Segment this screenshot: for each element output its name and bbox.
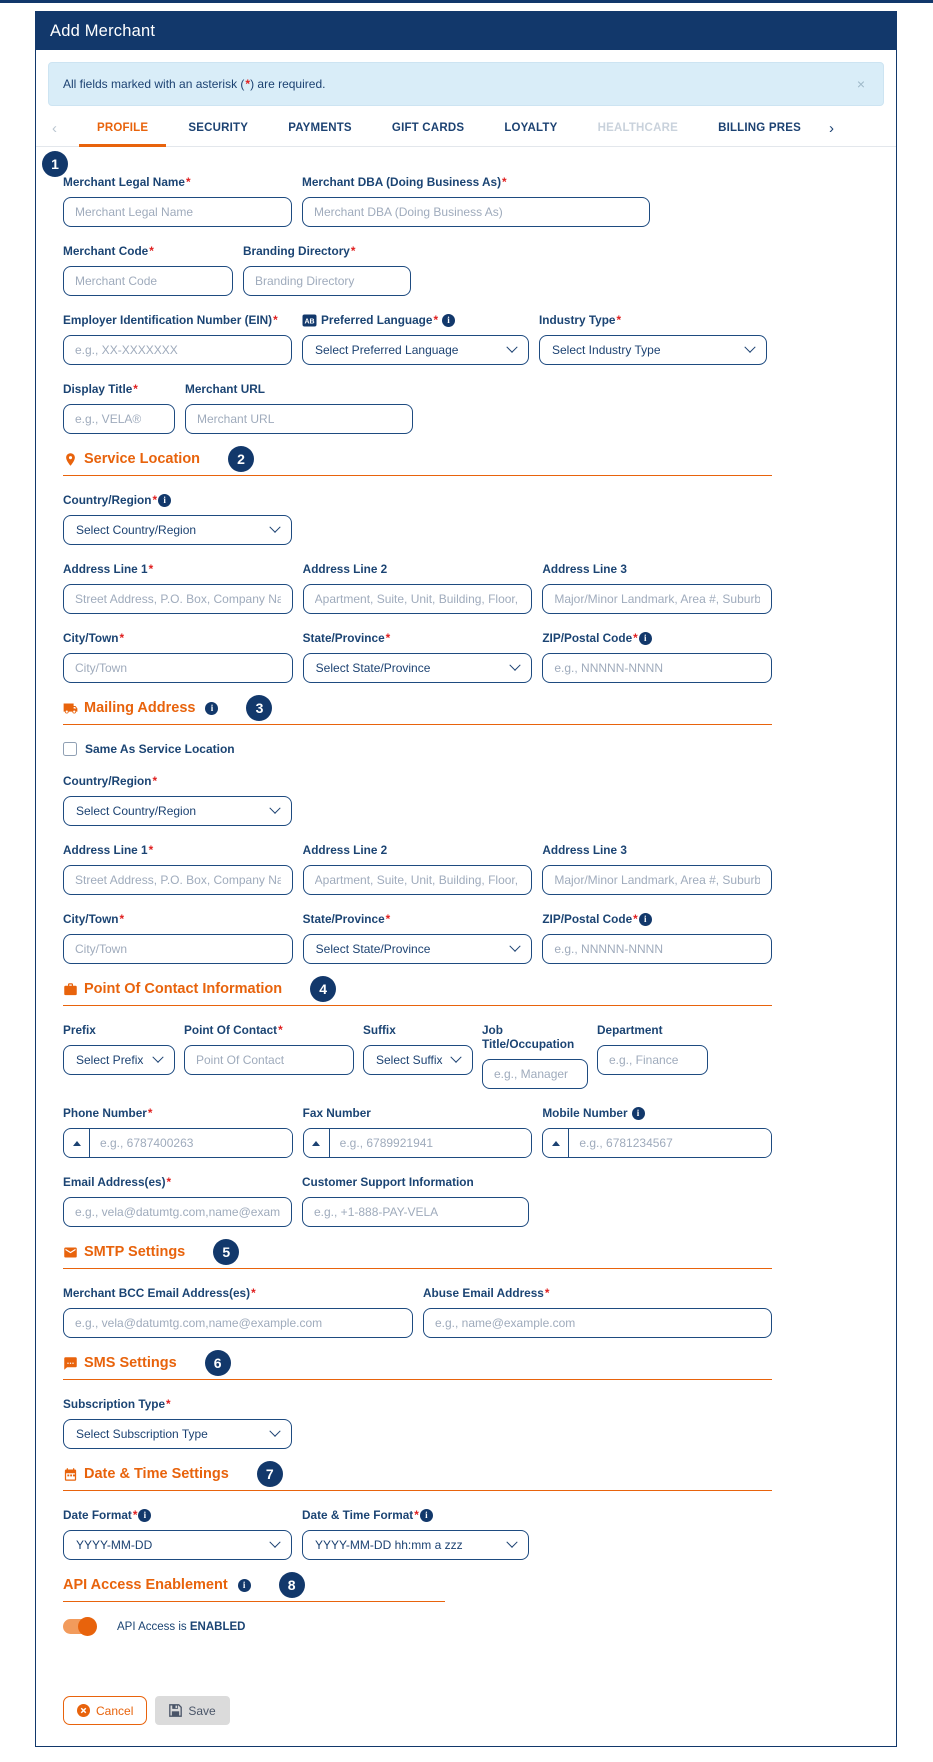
field-label: Phone Number * — [63, 1106, 153, 1120]
field-label: ZIP/Postal Code * i — [542, 912, 772, 926]
tab-billing-pres[interactable]: BILLING PRES — [718, 122, 801, 134]
asterisk: * — [385, 631, 391, 645]
branding-directory-input[interactable] — [243, 266, 411, 296]
service-country-select[interactable]: Select Country/Region — [63, 515, 292, 545]
chevron-down-icon — [510, 660, 521, 671]
tab-bar — [36, 110, 896, 147]
field-label: Date Format * i — [63, 1508, 292, 1522]
info-icon[interactable]: i — [639, 913, 652, 926]
asterisk: * — [166, 1175, 172, 1189]
asterisk: * — [166, 1397, 171, 1411]
tab-profile[interactable]: PROFILE — [91, 110, 154, 146]
field-label: Address Line 3 — [542, 562, 627, 576]
field-label: City/Town * — [63, 631, 125, 645]
department-input[interactable] — [597, 1045, 708, 1075]
cancel-circle-x-icon — [77, 1704, 90, 1717]
briefcase-icon — [63, 982, 78, 997]
fax-spinner-up-icon[interactable] — [304, 1129, 330, 1157]
tabs-scroll-left-icon[interactable]: ‹ — [52, 119, 57, 137]
mailing-address-line2-input[interactable] — [303, 865, 533, 895]
field-label: Customer Support Information — [302, 1175, 474, 1189]
ein-input[interactable] — [63, 335, 292, 365]
envelope-icon — [63, 1245, 78, 1260]
chevron-down-icon — [506, 1537, 517, 1548]
field-label: Country/Region * i — [63, 493, 292, 507]
banner-close-icon[interactable]: × — [856, 76, 865, 92]
chevron-down-icon — [269, 803, 280, 814]
fax-number-field — [303, 1128, 533, 1158]
info-icon[interactable]: i — [205, 702, 218, 715]
dialog-header — [36, 12, 896, 50]
service-address-line3-input[interactable] — [542, 584, 772, 614]
phone-number-input[interactable] — [90, 1129, 292, 1157]
step-badge-7: 7 — [257, 1461, 283, 1487]
step-badge-8: 8 — [279, 1572, 305, 1598]
field-label: Industry Type * — [539, 313, 622, 327]
asterisk: * — [385, 912, 391, 926]
field-label: Mobile Number i — [542, 1106, 772, 1120]
email-addresses-input[interactable] — [63, 1197, 292, 1227]
asterisk: * — [149, 244, 154, 258]
smtp-header — [63, 1244, 772, 1269]
field-label: Point Of Contact * — [184, 1023, 283, 1037]
field-label: Address Line 2 — [302, 843, 388, 857]
asterisk: * — [633, 631, 638, 645]
field-label: Address Line 2 — [302, 562, 388, 576]
mailing-city-input[interactable] — [63, 934, 293, 964]
section-title: Date & Time Settings — [84, 1466, 229, 1482]
cancel-button[interactable]: Cancel — [63, 1696, 147, 1725]
asterisk: * — [119, 631, 125, 645]
field-label: Merchant BCC Email Address(es) * — [63, 1286, 256, 1300]
field-label: ZIP/Postal Code * i — [542, 631, 772, 645]
chevron-down-icon — [506, 342, 517, 353]
chevron-down-icon — [450, 1052, 461, 1063]
datetime-format-select[interactable]: YYYY-MM-DD hh:mm a zzz — [302, 1530, 529, 1560]
info-icon[interactable]: i — [632, 1107, 645, 1120]
api-access-status-text: API Access is ENABLED — [117, 1620, 246, 1633]
field-label: Email Address(es) * — [63, 1175, 172, 1189]
chevron-down-icon — [510, 941, 521, 952]
step-badge-6: 6 — [205, 1350, 231, 1376]
field-label: Display Title * — [63, 382, 138, 396]
info-icon[interactable]: i — [238, 1579, 251, 1592]
calendar-icon — [63, 1467, 78, 1482]
date-format-select[interactable]: YYYY-MM-DD — [63, 1530, 292, 1560]
field-label: Job Title/Occupation — [482, 1023, 575, 1051]
merchant-url-input[interactable] — [185, 404, 413, 434]
chevron-down-icon — [744, 342, 755, 353]
field-label: Merchant DBA (Doing Business As) * — [302, 175, 507, 189]
chevron-down-icon — [269, 522, 280, 533]
fax-number-input[interactable] — [330, 1129, 532, 1157]
info-icon[interactable]: i — [420, 1509, 433, 1522]
display-title-input[interactable] — [63, 404, 175, 434]
phone-number-field — [63, 1128, 293, 1158]
asterisk: * — [251, 1286, 256, 1300]
section-title: API Access Enablement — [63, 1577, 228, 1593]
page-top-border — [0, 0, 933, 3]
page-title: Add Merchant — [50, 21, 156, 40]
step-badge-3: 3 — [246, 695, 272, 721]
save-button[interactable]: Save — [155, 1696, 229, 1725]
merchant-dba-input[interactable] — [302, 197, 650, 227]
section-title: SMTP Settings — [84, 1244, 186, 1260]
same-as-service-location-checkbox[interactable] — [63, 742, 77, 756]
bcc-email-input[interactable] — [63, 1308, 413, 1338]
api-access-header — [63, 1577, 445, 1602]
point-of-contact-input[interactable] — [184, 1045, 354, 1075]
field-label: City/Town * — [63, 912, 125, 926]
delivery-truck-icon — [63, 701, 78, 716]
section-title: Mailing Address — [84, 700, 196, 716]
mailing-state-select[interactable]: Select State/Province — [303, 934, 533, 964]
required-fields-banner — [48, 62, 884, 106]
mobile-number-field — [542, 1128, 772, 1158]
checkbox-label: Same As Service Location — [85, 742, 235, 756]
sms-header — [63, 1355, 772, 1380]
asterisk: * — [152, 493, 158, 507]
field-label: Merchant Legal Name * — [63, 175, 191, 189]
info-icon[interactable]: i — [158, 494, 171, 507]
customer-support-input[interactable] — [302, 1197, 529, 1227]
abuse-email-input[interactable] — [423, 1308, 772, 1338]
asterisk: * — [350, 244, 356, 258]
field-label: Address Line 3 — [542, 843, 627, 857]
asterisk: * — [152, 774, 158, 788]
chevron-down-icon — [152, 1052, 163, 1063]
industry-type-select[interactable]: Select Industry Type — [539, 335, 767, 365]
field-label: State/Province * — [302, 631, 391, 645]
field-label: Suffix — [363, 1023, 396, 1037]
asterisk: * — [544, 1286, 550, 1300]
service-location-header — [63, 451, 772, 476]
info-icon[interactable]: i — [639, 632, 652, 645]
service-address-line2-input[interactable] — [303, 584, 533, 614]
tab-loyalty[interactable]: LOYALTY — [504, 122, 558, 134]
tab-healthcare: HEALTHCARE — [597, 122, 678, 134]
mobile-spinner-up-icon[interactable] — [543, 1129, 569, 1157]
field-label: Fax Number — [302, 1106, 371, 1120]
mailing-address-line1-input[interactable] — [63, 865, 293, 895]
add-merchant-dialog — [35, 11, 897, 1747]
field-label: Subscription Type * — [63, 1397, 171, 1411]
asterisk: * — [273, 313, 278, 327]
field-label: Merchant Code * — [63, 244, 154, 258]
service-state-select[interactable]: Select State/Province — [303, 653, 533, 683]
field-label: Date & Time Format * i — [302, 1508, 529, 1522]
field-label: Merchant URL — [185, 382, 265, 396]
asterisk: * — [633, 912, 638, 926]
datetime-header — [63, 1466, 772, 1491]
mailing-zip-input[interactable] — [542, 934, 772, 964]
service-address-line1-input[interactable] — [63, 584, 293, 614]
tab-payments[interactable]: PAYMENTS — [288, 122, 352, 134]
info-icon[interactable]: i — [442, 314, 455, 327]
mailing-country-select[interactable]: Select Country/Region — [63, 796, 292, 826]
field-label: Department — [597, 1023, 663, 1037]
field-label: State/Province * — [302, 912, 391, 926]
asterisk: * — [148, 843, 154, 857]
field-label: Employer Identification Number (EIN) * — [63, 313, 278, 327]
sms-chat-icon — [63, 1356, 78, 1371]
suffix-select[interactable]: Select Suffix — [363, 1045, 473, 1075]
asterisk: * — [133, 382, 138, 396]
floppy-save-icon — [169, 1704, 182, 1717]
prefix-select[interactable]: Select Prefix — [63, 1045, 175, 1075]
svg-text:AB: AB — [304, 318, 315, 325]
mobile-number-input[interactable] — [569, 1129, 771, 1157]
tab-security[interactable]: SECURITY — [188, 122, 249, 134]
tabs-scroll-right-icon[interactable]: › — [829, 119, 834, 137]
asterisk: * — [433, 313, 439, 327]
poc-header — [63, 981, 772, 1006]
api-access-toggle[interactable] — [63, 1619, 95, 1634]
asterisk: * — [132, 1508, 138, 1522]
field-label: Country/Region * — [63, 774, 158, 788]
phone-spinner-up-icon[interactable] — [64, 1129, 90, 1157]
service-city-input[interactable] — [63, 653, 293, 683]
step-badge-4: 4 — [310, 976, 336, 1002]
field-label: Prefix — [63, 1023, 96, 1037]
preferred-language-select[interactable]: Select Preferred Language — [302, 335, 529, 365]
asterisk: * — [147, 1106, 153, 1120]
asterisk: * — [119, 912, 125, 926]
asterisk: * — [616, 313, 622, 327]
step-badge-2: 2 — [228, 446, 254, 472]
step-badge-5: 5 — [213, 1239, 239, 1265]
step-badge-1: 1 — [42, 151, 68, 177]
asterisk: * — [502, 175, 507, 189]
merchant-code-input[interactable] — [63, 266, 233, 296]
asterisk: * — [185, 175, 191, 189]
banner-text: All fields marked with an asterisk (*) are required. — [63, 77, 326, 91]
section-title: Point Of Contact Information — [84, 981, 283, 997]
translate-icon — [302, 314, 317, 327]
map-pin-icon — [63, 452, 78, 467]
merchant-legal-name-input[interactable] — [63, 197, 292, 227]
subscription-type-select[interactable]: Select Subscription Type — [63, 1419, 292, 1449]
field-label: Address Line 1 * — [63, 843, 154, 857]
mailing-address-line3-input[interactable] — [542, 865, 772, 895]
chevron-down-icon — [269, 1537, 280, 1548]
field-label: AB Preferred Language * i — [302, 313, 529, 327]
asterisk: * — [414, 1508, 419, 1522]
field-label: Address Line 1 * — [63, 562, 154, 576]
chevron-down-icon — [269, 1426, 280, 1437]
asterisk: * — [245, 77, 251, 91]
asterisk: * — [278, 1023, 283, 1037]
job-title-input[interactable] — [482, 1059, 588, 1089]
info-icon[interactable]: i — [138, 1509, 151, 1522]
asterisk: * — [148, 562, 154, 576]
service-zip-input[interactable] — [542, 653, 772, 683]
field-label: Branding Directory * — [243, 244, 356, 258]
section-title: Service Location — [84, 451, 201, 467]
tab-gift-cards[interactable]: GIFT CARDS — [391, 122, 465, 134]
section-title: SMS Settings — [84, 1355, 177, 1371]
field-label: Abuse Email Address * — [423, 1286, 550, 1300]
mailing-address-header — [63, 700, 772, 725]
